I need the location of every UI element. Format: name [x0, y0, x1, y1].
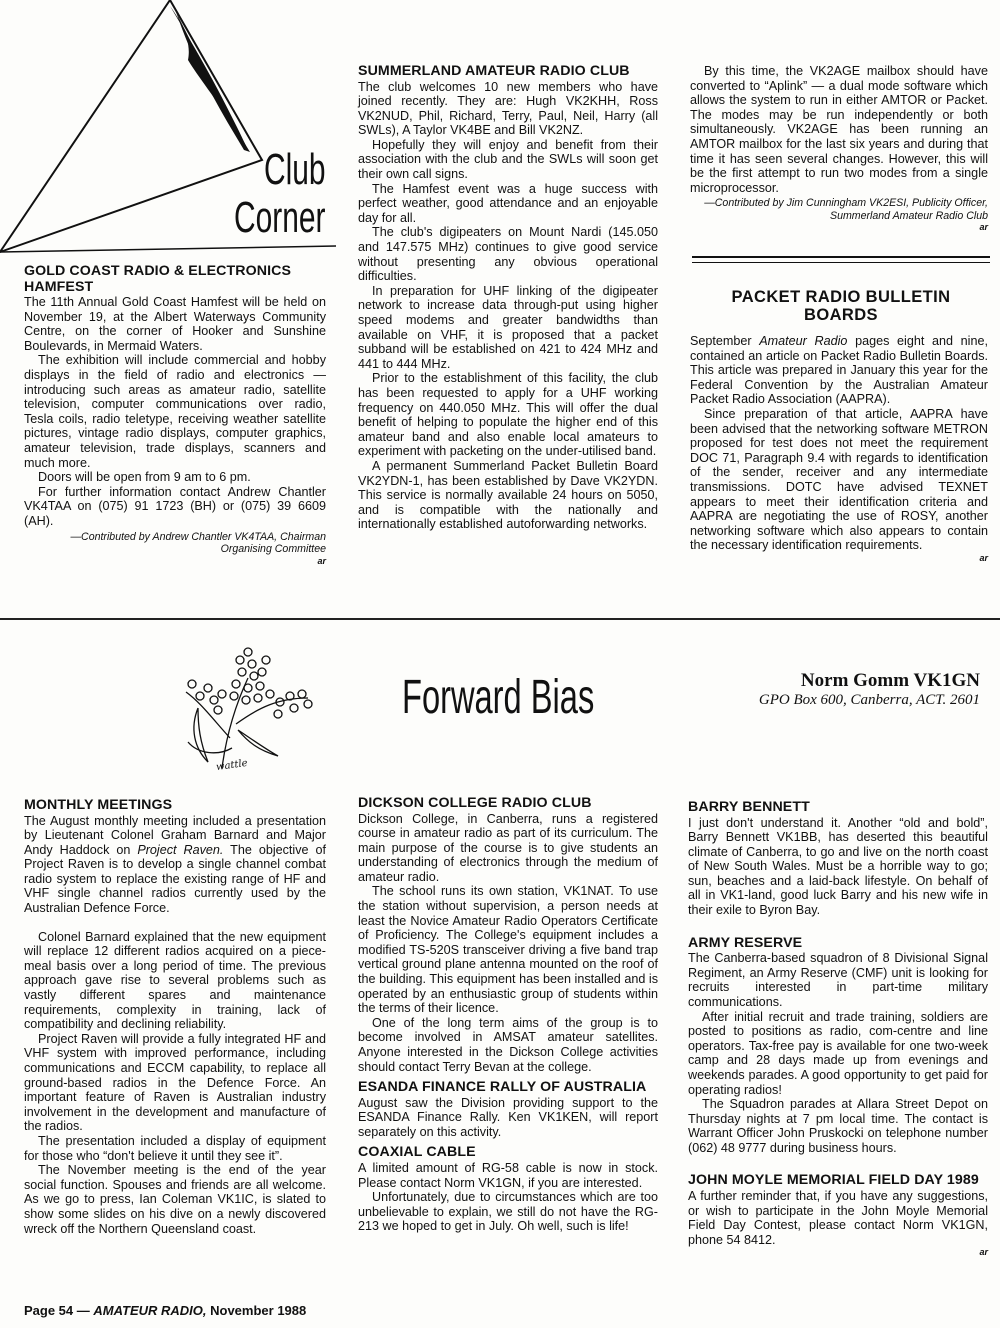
gold-coast-p4: For further information contact Andrew Chantler VK4TAA on (075) 91 1723 (BH) or (075) 39 6609 (AH).: [24, 484, 326, 528]
moyle-end-mark: ar: [979, 1247, 988, 1258]
right-column: [688, 800, 988, 1257]
coaxial-p2: Unfortunately, due to circumstances which are too unbelievable to explain, we still do not have the RG-213 we hoped to get in July. Oh well, such is life!: [358, 1190, 658, 1234]
footer-date: November 1988: [206, 1303, 307, 1318]
summerland-p7: A permanent Summerland Packet Bulletin Board VK2YDN-1, has been established by Dave VK2YDN. This service is normally available 24 hours on 5050, and is compatible with the nationally and internationally established autoforwarding networks.: [358, 458, 658, 532]
summerland-end-mark: ar: [979, 222, 988, 233]
gold-coast-credit1: —Contributed by Andrew Chantler VK4TAA, Chairman: [70, 530, 326, 543]
club-corner-title-line2: Corner: [234, 193, 326, 242]
summerland-continued: [690, 64, 988, 232]
packet-article: [690, 334, 988, 563]
gold-coast-heading: GOLD COAST RADIO & ELECTRONICS HAMFEST: [24, 263, 292, 295]
summerland-p3: The Hamfest event was a huge success with perfect weather, good attendance and an enjoyable day for all.: [358, 181, 658, 225]
wattle-sketch-icon: [178, 638, 328, 778]
page-divider: [0, 618, 1000, 620]
summerland-p6: Prior to the establishment of this facility, the club has been requested to apply for a UHF working frequency on 440.050 MHz. This will offer the dual benefit of helping to populate the higher end of this amateur band and also enable local amateurs to experiment with packeting on the under-utilised band.: [358, 371, 658, 459]
monthly-heading: MONTHLY MEETINGS: [24, 797, 173, 813]
moyle-p1: A further reminder that, if you have any suggestions, or wish to participate in the John Moyle Memorial Field Day Contest, please contact Norm VK1GN, phone 54 8412.: [688, 1188, 988, 1247]
gold-coast-article: [24, 264, 326, 566]
esanda-heading: ESANDA FINANCE RALLY OF AUSTRALIA: [358, 1079, 647, 1096]
monthly-p1: The August monthly meeting included a presentation by Lieutenant Colonel Graham Barnard and Major Andy Haddock on Project Raven. The objective of Project Raven is to develop a single channel combat radio system to replace the existing range of HF and VHF single channel radios currently used by the Australian Defence Force.: [24, 813, 326, 916]
monthly-p2: Colonel Barnard explained that the new equipment will replace 12 different radios acquired on a piece-meal basis over a long period of time. The previous approach gave rise to several problems such as vastly different spares and maintenance requirements, complexity in training, lack of compatibility and declining reliability.: [24, 929, 326, 1032]
wattle-label: wattle: [215, 757, 249, 774]
monthly-p3: Project Raven will provide a fully integrated HF and VHF system with improved performance, including communications and ECCM capability, to replace all ground-based radios in the Defence Force. An important feature of Raven is Australian industry involvement in the development and manufacture of the radios.: [24, 1031, 326, 1134]
section-rule-bottom: [692, 262, 990, 263]
gold-coast-credit2: Organising Committee: [220, 543, 326, 555]
gold-coast-p3: Doors will be open from 9 am to 6 pm.: [38, 470, 251, 485]
summerland-p5: In preparation for UHF linking of the digipeater network to increase data through-put using higher speed modems and greater bandwidths than available on VHF, it is proposed that a packet subband will be established on 421 to 424 MHz and 441 to 444 MHz.: [358, 283, 658, 371]
packet-p1: September Amateur Radio pages eight and nine, contained an article on Packet Radio Bulletin Boards. This article was prepared in January this year for the Federal Convention by the Australian Amateur Packet Radio Association (AAPRA).: [690, 334, 988, 407]
army-p3: The Squadron parades at Allara Street Depot on Thursday nights at 7 pm local time. The contact is Warrant Officer John Pruskocki on telephone number (062) 48 9777 during business hours.: [688, 1097, 988, 1155]
summerland-cont-credit1: —Contributed by Jim Cunningham VK2ESI, Publicity Officer,: [704, 197, 988, 210]
barry-p1: I just don't understand it. Another “old and bold”, Barry Bennett VK1BB, has deserted this beautiful climate of Canberra, to go and live on the north coast of New South Wales. Must be a horrible way to go; sun, beaches and a laid-back lifestyle. On behalf of all in VK1-land, good luck Barry and his new wife in their exile to Byron Bay.: [688, 815, 988, 918]
moyle-heading: JOHN MOYLE MEMORIAL FIELD DAY 1989: [688, 1172, 979, 1189]
packet-end-mark: ar: [979, 552, 988, 563]
packet-p2: Since preparation of that article, AAPRA have been advised that the networking software METRON proposed for test does not meet the requirement DOC 71, Paragraph 9.4 with regards to identification of the sender, receiver and any intermediate transmissions. DOTC have advised TEXNET appears to meet their identification criteria and AAPRA are negotiating the use of ROSY, another networking software which also appears to contain the necessary identification requirements.: [690, 406, 988, 553]
dickson-p2: The school runs its own station, VK1NAT. To use the station without supervision, a person needs at least the Novice Amateur Radio Operators Certificate of Proficiency. The College's equipment includes a modified TS-520S transceiver driving a five band trap vertical ground plane antenna mounted on the roof of the building. This equipment has been installed and is operated by an enthusiastic group of students within the terms of their licence.: [358, 884, 658, 1016]
monthly-p5: The November meeting is the end of the year social function. Spouses and friends are all welcome. As we go to press, Ian Coleman VK1IC, is slated to show some slides on his dive on a newly discovered wreck off the Northern Queensland coast.: [24, 1163, 326, 1236]
author-name: Norm Gomm VK1GN: [800, 670, 980, 691]
dickson-p3: One of the long term aims of the group is to become involved in AMSAT amateur satellites. Anyone interested in the Dickson College activities should contact Terry Bevan at the college.: [358, 1015, 658, 1074]
middle-column: [358, 796, 658, 1234]
gold-coast-p2: The exhibition will include commercial and hobby displays in the field of radio and electronics — introducing such areas as amateur radio, satellite television, computer communications over radio, Tesla coils, radio teletype, receiving weather satellite pictures, vintage radio displays, computer graphics, amateur television, trade displays, scanners and much more.: [24, 353, 326, 470]
summerland-article: [358, 64, 658, 532]
author-address: GPO Box 600, Canberra, ACT. 2601: [758, 692, 980, 708]
footer-magazine: AMATEUR RADIO,: [93, 1303, 207, 1318]
packet-heading-line1: PACKET RADIO BULLETIN: [731, 288, 951, 306]
summerland-cont-p1: By this time, the VK2AGE mailbox should have converted to “Aplink” — a dual mode software which allows the system to run in either AMTOR or Packet. The modes may be run independently or both simultaneously. VK2AGE has been running an AMTOR mailbox for the last six years and during that time it has seen several changes. However, this will be the first attempt to run two modes from a single microprocessor.: [690, 64, 988, 195]
club-corner-title-line1: Club: [264, 145, 326, 194]
summerland-p1: The club welcomes 10 new members who have joined recently. They are: Hugh VK2KHH, Ross VK2NUD, Phil, Richard, Terry, Paul, Neil, Harry (all SWLs), A Taylor VK4BE and Bill VK2NZ.: [358, 79, 658, 138]
coaxial-heading: COAXIAL CABLE: [358, 1144, 476, 1161]
gold-coast-p1: The 11th Annual Gold Coast Hamfest will be held on November 19, at the Albert Waterways Community Centre, on the corner of Hooker and Sunshine Boulevards, in Mermaid Waters.: [24, 295, 326, 353]
page-footer: [24, 1303, 306, 1318]
dickson-heading: DICKSON COLLEGE RADIO CLUB: [358, 795, 592, 811]
barry-heading: BARRY BENNETT: [688, 799, 810, 815]
army-p2: After initial recruit and trade training, soldiers are posted to positions as radio, com-centre and line operators. Tax-free pay is available for one two-week camp and 28 days made up from evenings and weekends parades. A good opportunity to get paid for operating radios!: [688, 1009, 988, 1097]
monthly-meetings-article: [24, 798, 326, 1236]
gold-coast-end-mark: ar: [317, 555, 326, 566]
coaxial-p1: A limited amount of RG-58 cable is now in stock. Please contact Norm VK1GN, if you are interested.: [358, 1160, 658, 1190]
section-rule-top: [692, 256, 990, 258]
forward-bias-title: Forward Bias: [402, 671, 595, 724]
summerland-p2: Hopefully they will enjoy and benefit from their association with the club and the SWLs will soon get their own call signs.: [358, 137, 658, 182]
monthly-p4: The presentation included a display of equipment for those who “don't believe it until they see it”.: [24, 1133, 326, 1163]
packet-heading-line2: BOARDS: [804, 306, 878, 324]
esanda-p1: August saw the Division providing support to the ESANDA Finance Rally. Ken VK1KEN, will report separately on this activity.: [358, 1095, 658, 1139]
army-p1: The Canberra-based squadron of 8 Divisional Signal Regiment, an Army Reserve (CMF) unit is looking for recruits interested in part-time military communications.: [688, 951, 988, 1009]
summerland-p4: The club's digipeaters on Mount Nardi (145.050 and 147.575 MHz) continues to give good service without presenting any obvious operational difficulties.: [358, 225, 658, 284]
summerland-cont-credit2: Summerland Amateur Radio Club: [830, 209, 988, 222]
summerland-heading: SUMMERLAND AMATEUR RADIO CLUB: [358, 63, 630, 79]
dickson-p1: Dickson College, in Canberra, runs a registered course in amateur radio as part of its curriculum. The main purpose of the course is to give students an understanding of electronics through the medium of amateur radio.: [358, 811, 658, 884]
footer-page: Page 54 —: [24, 1303, 94, 1318]
army-heading: ARMY RESERVE: [688, 934, 803, 951]
